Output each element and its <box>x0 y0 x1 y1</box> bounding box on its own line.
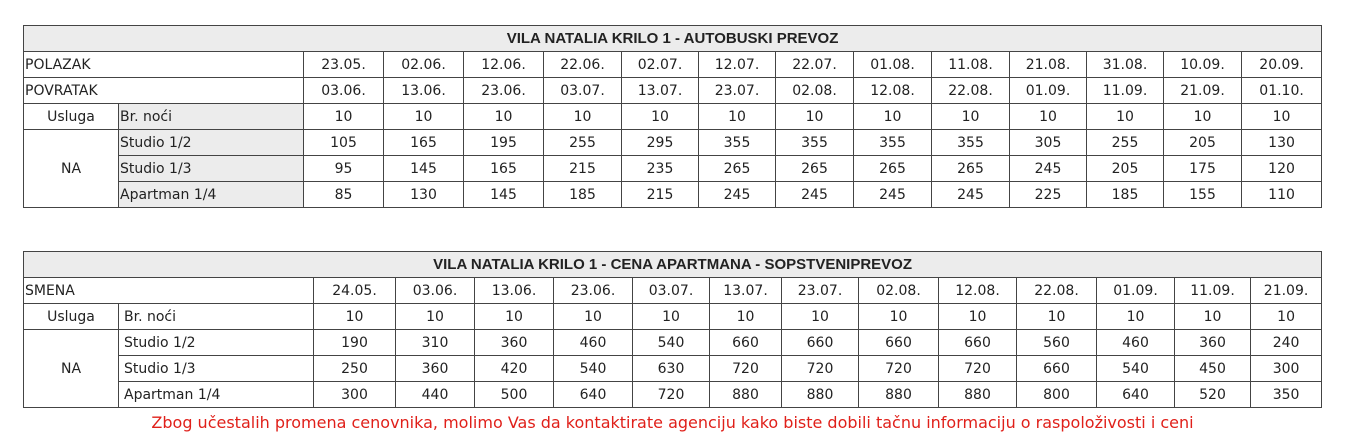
price-cell: 500 <box>475 382 554 408</box>
price-cell: 265 <box>699 156 776 182</box>
departure-date: 31.08. <box>1087 52 1164 78</box>
departure-label: POLAZAK <box>24 52 304 78</box>
shift-date: 03.07. <box>633 278 710 304</box>
price-cell: 660 <box>939 330 1017 356</box>
price-cell: 245 <box>854 182 932 208</box>
price-cell: 205 <box>1087 156 1164 182</box>
nights-value: 10 <box>304 104 384 130</box>
table-title: VILA NATALIA KRILO 1 - CENA APARTMANA - SOPSTVENIPREVOZ <box>24 252 1322 278</box>
shift-label: SMENA <box>24 278 314 304</box>
price-cell: 540 <box>554 356 633 382</box>
price-cell: 120 <box>1242 156 1322 182</box>
service-type: NA <box>24 330 119 408</box>
shift-row <box>24 278 1322 304</box>
return-date: 01.10. <box>1242 78 1322 104</box>
price-change-notice: Zbog učestalih promena cenovnika, molimo Vas da kontaktirate agenciju kako biste dobili tačnu informaciju o raspoloživosti i ceni <box>151 413 1194 432</box>
departure-row <box>24 52 1322 78</box>
nights-header: Br. noći <box>119 104 304 130</box>
price-cell: 95 <box>304 156 384 182</box>
return-date: 23.07. <box>699 78 776 104</box>
departure-date: 20.09. <box>1242 52 1322 78</box>
price-cell: 190 <box>314 330 396 356</box>
price-cell: 245 <box>776 182 854 208</box>
return-date: 03.07. <box>544 78 622 104</box>
table-row <box>24 130 1322 156</box>
price-cell: 560 <box>1017 330 1097 356</box>
nights-value: 10 <box>859 304 939 330</box>
price-cell: 300 <box>314 382 396 408</box>
price-cell: 660 <box>859 330 939 356</box>
departure-date: 12.06. <box>464 52 544 78</box>
room-type: Studio 1/3 <box>119 156 304 182</box>
price-cell: 520 <box>1175 382 1251 408</box>
shift-date: 23.07. <box>782 278 859 304</box>
shift-date: 13.07. <box>710 278 782 304</box>
price-cell: 640 <box>1097 382 1175 408</box>
room-type: Studio 1/3 <box>119 356 314 382</box>
departure-date: 12.07. <box>699 52 776 78</box>
price-cell: 720 <box>939 356 1017 382</box>
price-cell: 255 <box>544 130 622 156</box>
price-cell: 155 <box>1164 182 1242 208</box>
price-cell: 355 <box>854 130 932 156</box>
price-cell: 360 <box>396 356 475 382</box>
nights-row <box>24 304 1322 330</box>
price-cell: 880 <box>782 382 859 408</box>
price-cell: 460 <box>1097 330 1175 356</box>
shift-date: 24.05. <box>314 278 396 304</box>
price-cell: 265 <box>854 156 932 182</box>
service-header: Usluga <box>24 304 119 330</box>
departure-date: 10.09. <box>1164 52 1242 78</box>
price-cell: 355 <box>699 130 776 156</box>
price-cell: 295 <box>622 130 699 156</box>
price-cell: 310 <box>396 330 475 356</box>
price-cell: 225 <box>1010 182 1087 208</box>
table-title: VILA NATALIA KRILO 1 - AUTOBUSKI PREVOZ <box>24 26 1322 52</box>
shift-date: 22.08. <box>1017 278 1097 304</box>
price-cell: 110 <box>1242 182 1322 208</box>
service-header: Usluga <box>24 104 119 130</box>
price-cell: 165 <box>464 156 544 182</box>
nights-value: 10 <box>622 104 699 130</box>
price-cell: 880 <box>939 382 1017 408</box>
price-cell: 205 <box>1164 130 1242 156</box>
price-cell: 235 <box>622 156 699 182</box>
price-cell: 540 <box>633 330 710 356</box>
nights-value: 10 <box>932 104 1010 130</box>
departure-date: 21.08. <box>1010 52 1087 78</box>
price-cell: 360 <box>475 330 554 356</box>
nights-value: 10 <box>396 304 475 330</box>
nights-value: 10 <box>782 304 859 330</box>
price-cell: 720 <box>859 356 939 382</box>
price-cell: 355 <box>776 130 854 156</box>
nights-row <box>24 104 1322 130</box>
nights-value: 10 <box>1017 304 1097 330</box>
price-cell: 195 <box>464 130 544 156</box>
price-cell: 720 <box>710 356 782 382</box>
shift-date: 23.06. <box>554 278 633 304</box>
shift-date: 03.06. <box>396 278 475 304</box>
return-date: 21.09. <box>1164 78 1242 104</box>
price-cell: 145 <box>384 156 464 182</box>
nights-value: 10 <box>464 104 544 130</box>
price-cell: 440 <box>396 382 475 408</box>
departure-date: 02.06. <box>384 52 464 78</box>
table-row <box>24 330 1322 356</box>
return-date: 22.08. <box>932 78 1010 104</box>
price-cell: 165 <box>384 130 464 156</box>
return-label: POVRATAK <box>24 78 304 104</box>
departure-date: 11.08. <box>932 52 1010 78</box>
price-cell: 360 <box>1175 330 1251 356</box>
nights-value: 10 <box>554 304 633 330</box>
shift-date: 02.08. <box>859 278 939 304</box>
price-cell: 640 <box>554 382 633 408</box>
price-cell: 540 <box>1097 356 1175 382</box>
service-type: NA <box>24 130 119 208</box>
nights-value: 10 <box>710 304 782 330</box>
table-row <box>24 382 1322 408</box>
price-cell: 130 <box>1242 130 1322 156</box>
price-cell: 720 <box>782 356 859 382</box>
price-cell: 460 <box>554 330 633 356</box>
price-cell: 420 <box>475 356 554 382</box>
room-type: Studio 1/2 <box>119 330 314 356</box>
price-cell: 800 <box>1017 382 1097 408</box>
price-cell: 245 <box>932 182 1010 208</box>
nights-value: 10 <box>475 304 554 330</box>
departure-date: 22.06. <box>544 52 622 78</box>
shift-date: 12.08. <box>939 278 1017 304</box>
nights-value: 10 <box>776 104 854 130</box>
nights-value: 10 <box>699 104 776 130</box>
shift-date: 11.09. <box>1175 278 1251 304</box>
return-date: 03.06. <box>304 78 384 104</box>
price-cell: 450 <box>1175 356 1251 382</box>
price-cell: 255 <box>1087 130 1164 156</box>
departure-date: 01.08. <box>854 52 932 78</box>
price-cell: 240 <box>1251 330 1322 356</box>
return-date: 13.07. <box>622 78 699 104</box>
nights-value: 10 <box>633 304 710 330</box>
nights-header: Br. noći <box>119 304 314 330</box>
price-cell: 250 <box>314 356 396 382</box>
price-cell: 215 <box>622 182 699 208</box>
nights-value: 10 <box>1164 104 1242 130</box>
table-row <box>24 182 1322 208</box>
price-cell: 245 <box>1010 156 1087 182</box>
price-cell: 245 <box>699 182 776 208</box>
price-cell: 130 <box>384 182 464 208</box>
shift-date: 21.09. <box>1251 278 1322 304</box>
price-cell: 185 <box>544 182 622 208</box>
shift-date: 13.06. <box>475 278 554 304</box>
nights-value: 10 <box>1087 104 1164 130</box>
price-cell: 880 <box>710 382 782 408</box>
room-type: Apartman 1/4 <box>119 382 314 408</box>
price-cell: 145 <box>464 182 544 208</box>
bus-transport-price-table <box>23 25 1322 208</box>
return-date: 02.08. <box>776 78 854 104</box>
nights-value: 10 <box>939 304 1017 330</box>
return-date: 11.09. <box>1087 78 1164 104</box>
room-type: Apartman 1/4 <box>119 182 304 208</box>
nights-value: 10 <box>1097 304 1175 330</box>
price-cell: 185 <box>1087 182 1164 208</box>
price-cell: 265 <box>776 156 854 182</box>
table-row <box>24 156 1322 182</box>
return-row <box>24 78 1322 104</box>
price-cell: 305 <box>1010 130 1087 156</box>
return-date: 23.06. <box>464 78 544 104</box>
price-cell: 660 <box>710 330 782 356</box>
nights-value: 10 <box>1175 304 1251 330</box>
departure-date: 02.07. <box>622 52 699 78</box>
return-date: 13.06. <box>384 78 464 104</box>
own-transport-price-table <box>23 251 1322 408</box>
price-cell: 350 <box>1251 382 1322 408</box>
price-cell: 300 <box>1251 356 1322 382</box>
return-date: 01.09. <box>1010 78 1087 104</box>
price-cell: 265 <box>932 156 1010 182</box>
price-cell: 660 <box>782 330 859 356</box>
room-type: Studio 1/2 <box>119 130 304 156</box>
price-cell: 105 <box>304 130 384 156</box>
table-row <box>24 356 1322 382</box>
price-cell: 355 <box>932 130 1010 156</box>
departure-date: 22.07. <box>776 52 854 78</box>
price-cell: 215 <box>544 156 622 182</box>
price-cell: 85 <box>304 182 384 208</box>
nights-value: 10 <box>1010 104 1087 130</box>
price-cell: 880 <box>859 382 939 408</box>
price-cell: 720 <box>633 382 710 408</box>
nights-value: 10 <box>854 104 932 130</box>
return-date: 12.08. <box>854 78 932 104</box>
nights-value: 10 <box>1251 304 1322 330</box>
nights-value: 10 <box>1242 104 1322 130</box>
nights-value: 10 <box>314 304 396 330</box>
shift-date: 01.09. <box>1097 278 1175 304</box>
price-cell: 660 <box>1017 356 1097 382</box>
price-cell: 175 <box>1164 156 1242 182</box>
nights-value: 10 <box>544 104 622 130</box>
departure-date: 23.05. <box>304 52 384 78</box>
nights-value: 10 <box>384 104 464 130</box>
price-cell: 630 <box>633 356 710 382</box>
